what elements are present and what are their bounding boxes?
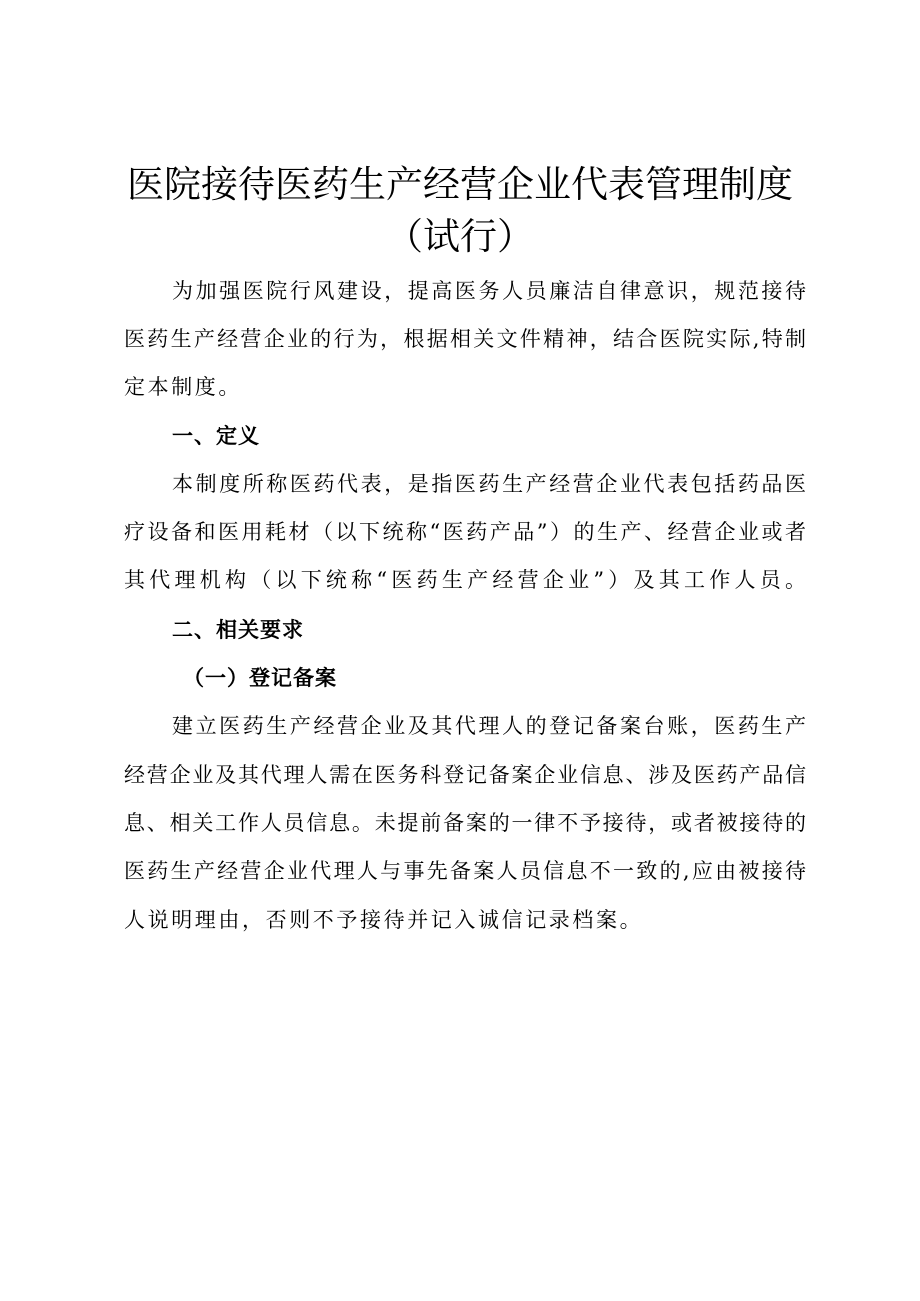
section-heading-definition: 一、定义: [172, 424, 260, 448]
definition-paragraph-line: 疗设备和医用耗材（以下统称“医药产品”）的生产、经营企业或者: [124, 520, 806, 544]
registration-paragraph-line: 建立医药生产经营企业及其代理人的登记备案台账，医药生产: [172, 714, 806, 738]
intro-paragraph-line: 为加强医院行风建设，提高医务人员廉洁自律意识，规范接待: [172, 279, 806, 303]
intro-paragraph-line: 定本制度。: [124, 375, 242, 399]
section-heading-requirements: 二、相关要求: [172, 618, 304, 642]
definition-paragraph-line: 其代理机构（以下统称“医药生产经营企业”）及其工作人员。: [124, 568, 806, 592]
intro-paragraph-line: 医药生产经营企业的行为，根据相关文件精神，结合医院实际,特制: [124, 327, 806, 351]
document-title: 医院接待医药生产经营企业代表管理制度: [127, 163, 793, 206]
definition-paragraph-line: 本制度所称医药代表，是指医药生产经营企业代表包括药品医: [172, 472, 806, 496]
registration-paragraph-line: 息、相关工作人员信息。未提前备案的一律不予接待，或者被接待的: [124, 811, 806, 835]
registration-paragraph-line: 医药生产经营企业代理人与事先备案人员信息不一致的,应由被接待: [124, 859, 806, 883]
registration-paragraph-line: 人说明理由，否则不予接待并记入诚信记录档案。: [124, 908, 644, 932]
document-title-trial-note: （试行）: [386, 215, 534, 258]
registration-paragraph-line: 经营企业及其代理人需在医务科登记备案企业信息、涉及医药产品信: [124, 763, 806, 787]
subsection-heading-registration: （一）登记备案: [183, 666, 337, 690]
